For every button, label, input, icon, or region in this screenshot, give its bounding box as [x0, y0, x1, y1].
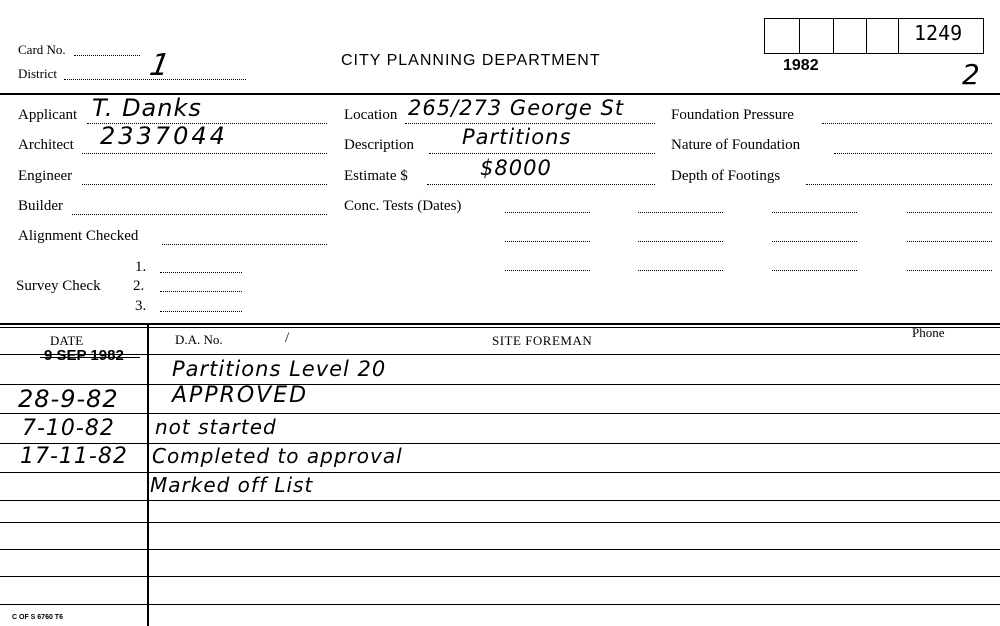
log-rule	[0, 384, 1000, 385]
conc-tests-label: Conc. Tests (Dates)	[344, 198, 462, 214]
log-rule	[0, 576, 1000, 577]
log-rule	[0, 522, 1000, 523]
conc-line	[907, 212, 992, 213]
builder-label: Builder	[18, 198, 63, 214]
entry-note: Completed to approval	[152, 444, 403, 468]
foundation-pressure-line	[822, 123, 992, 124]
log-divider	[0, 327, 1000, 328]
survey-line	[160, 272, 242, 273]
log-divider	[0, 323, 1000, 325]
survey-label: Survey Check	[16, 278, 101, 294]
box-divider	[866, 18, 867, 54]
applicant-label: Applicant	[18, 107, 78, 123]
district-value: 1	[146, 48, 174, 83]
description-line	[429, 153, 655, 154]
survey-line	[160, 311, 242, 312]
conc-line	[505, 212, 590, 213]
alignment-label: Alignment Checked	[18, 228, 139, 244]
location-line	[405, 123, 655, 124]
entry-note: APPROVED	[172, 383, 309, 408]
applicant-value: T. Danks	[92, 94, 202, 122]
foundation-pressure-label: Foundation Pressure	[671, 107, 794, 123]
builder-line	[72, 214, 327, 215]
survey-item-2: 2.	[133, 278, 145, 294]
architect-label: Architect	[18, 137, 74, 153]
survey-line	[160, 291, 242, 292]
entry-date: 17-11-82	[20, 444, 128, 469]
survey-item-3: 3.	[135, 298, 147, 314]
conc-line	[505, 241, 590, 242]
estimate-value: $8000	[480, 156, 552, 180]
date-header: DATE	[50, 333, 84, 348]
entry-note: Partitions Level 20	[172, 357, 387, 381]
entry-date-stamp: 9 SEP 1982	[44, 347, 124, 364]
box-divider	[833, 18, 834, 54]
architect-value: 2337044	[100, 122, 228, 150]
card-no-line	[74, 55, 140, 56]
district-label: District	[18, 66, 57, 81]
description-label: Description	[344, 137, 414, 153]
site-foreman-header: SITE FOREMAN	[492, 333, 593, 348]
location-label: Location	[344, 107, 398, 123]
nature-of-foundation-line	[834, 153, 992, 154]
alignment-line	[162, 244, 327, 245]
depth-of-footings-line	[806, 184, 992, 185]
form-code: C OF S 6760 T6	[12, 614, 63, 621]
box-divider	[799, 18, 800, 54]
conc-line	[772, 270, 857, 271]
sheet-number: 2	[962, 58, 981, 91]
entry-date: 7-10-82	[22, 416, 115, 441]
conc-line	[772, 212, 857, 213]
estimate-line	[427, 184, 655, 185]
phone-header: Phone	[912, 325, 945, 340]
nature-of-foundation-label: Nature of Foundation	[671, 137, 801, 153]
location-value: 265/273 George St	[408, 96, 625, 120]
conc-line	[638, 212, 723, 213]
conc-line	[505, 270, 590, 271]
conc-line	[638, 270, 723, 271]
description-value: Partitions	[462, 125, 572, 149]
conc-line	[907, 241, 992, 242]
survey-item-1: 1.	[135, 259, 147, 275]
architect-line	[82, 153, 327, 154]
da-value: /	[285, 330, 290, 346]
box-divider	[898, 18, 899, 54]
da-header: D.A. No.	[175, 332, 223, 347]
date-column-divider	[147, 323, 149, 626]
page-title: CITY PLANNING DEPARTMENT	[341, 52, 601, 69]
log-rule	[0, 413, 1000, 414]
year: 1982	[783, 57, 819, 74]
conc-line	[772, 241, 857, 242]
depth-of-footings-label: Depth of Footings	[671, 168, 781, 184]
log-rule	[0, 549, 1000, 550]
conc-line	[907, 270, 992, 271]
engineer-line	[82, 184, 327, 185]
log-rule	[0, 354, 1000, 355]
card-no-label: Card No.	[18, 42, 66, 57]
entry-date: 28-9-82	[18, 385, 119, 413]
conc-line	[638, 241, 723, 242]
strike-line	[40, 357, 140, 358]
log-rule	[0, 604, 1000, 605]
log-rule	[0, 500, 1000, 501]
entry-note: not started	[155, 415, 277, 439]
log-rule	[0, 443, 1000, 444]
engineer-label: Engineer	[18, 168, 73, 184]
card-number: 1249	[914, 21, 963, 45]
estimate-label: Estimate $	[344, 168, 408, 184]
entry-note: Marked off List	[150, 473, 314, 497]
